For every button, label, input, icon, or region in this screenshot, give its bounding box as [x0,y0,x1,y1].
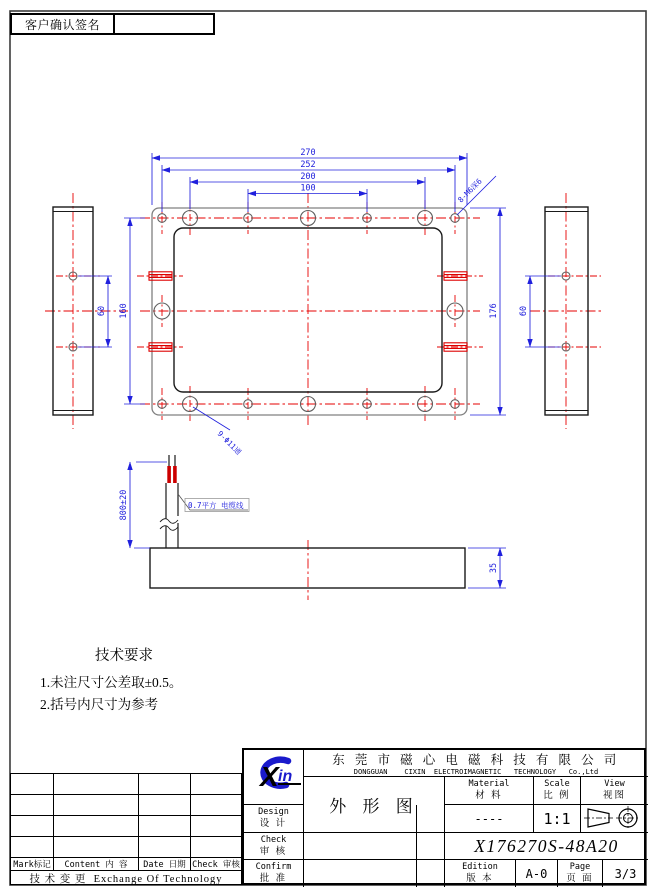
page-label-en: Page [569,862,591,872]
material-label-en: Material [468,779,510,789]
page-value-cell [603,860,648,887]
part-number-cell [445,833,648,860]
check-date-field[interactable] [417,833,445,860]
revision-table-footer: 技 术 变 更 Exchange Of Technology [29,873,223,885]
note-cable-spec: 0.7平方 电缆线 [188,501,244,510]
dim-cable-length: 800±20 [119,489,129,521]
material-label-cn: 材 料 [475,791,503,801]
check-label-cn: 审 核 [259,846,288,857]
note-through-holes: 9-Φ11通 [215,429,244,457]
edition-value: A-0 [525,866,548,881]
part-number: X176270S-48A20 [474,835,619,856]
dim-35: 35 [489,562,499,574]
tech-req-item-1: 1.未注尺寸公差取±0.5。 [40,675,183,690]
check-signature-field[interactable] [304,833,417,860]
note-tapped-holes: 8-M6深6 [456,176,484,205]
dim-200: 200 [300,172,316,182]
projection-symbol-cell [581,805,648,833]
title-block [242,748,646,885]
confirm-label-en: Confirm [255,862,292,872]
confirm-signature-field[interactable] [304,860,417,887]
design-label-en: Design [258,807,289,817]
dim-60-right: 60 [519,305,529,317]
dim-270: 270 [300,148,316,158]
design-label-cn: 设 计 [259,819,288,829]
design-label-cell [244,805,304,833]
page-value: 3/3 [614,866,637,881]
dim-100: 100 [300,183,316,194]
check-label-cell [244,833,304,860]
company-logo [244,750,304,805]
scale-label-cn: 比 例 [543,791,571,801]
company-name-cell [304,750,648,777]
page-label-cn: 页 面 [566,874,594,884]
dim-252: 252 [300,160,316,170]
edition-value-cell [516,860,558,887]
material-value-cell [445,805,534,833]
confirm-date-field[interactable] [417,860,445,887]
customer-signoff-field[interactable] [115,15,213,33]
tech-req-item-2: 2.括号内尺寸为参考 [40,697,159,712]
scale-label-en: Scale [544,779,570,789]
confirm-label-cell [244,860,304,887]
cixin-logo-graphic [244,750,302,803]
material-header [445,777,534,805]
company-name-en: DONGGUAN CIXIN ELECTROIMAGNETIC TECHNOLOGY Co.,Ltd [353,768,599,776]
revision-col-content: Content 内 容 [54,858,139,871]
tech-req-title: 技术要求 [95,648,153,664]
dim-176: 176 [489,303,499,319]
check-label-en: Check [260,834,287,845]
scale-value-cell [534,805,581,833]
company-name-cn: 东 莞 市 磁 心 电 磁 科 技 有 限 公 司 [332,753,620,767]
customer-signoff-table [10,13,215,35]
cable-red-stripe [173,466,177,483]
view-label-cn: 视图 [602,791,626,801]
drawing-title: 外 形 图 [329,797,419,816]
technical-requirements [40,644,300,716]
centerlines [45,193,603,600]
third-angle-projection-icon [581,805,646,831]
dim-60-left: 60 [97,305,107,317]
customer-signoff-label: 客户确认签名 [12,15,115,33]
material-value: ---- [474,811,504,826]
view-header [581,777,648,805]
revision-col-check: Check 审核 [192,860,240,870]
design-date-field[interactable] [417,805,445,833]
scale-value: 1:1 [543,809,571,828]
view-label-en: View [604,779,625,789]
page-label-cell [558,860,603,887]
design-signature-field[interactable] [304,805,417,833]
revision-col-date: Date 日期 [139,858,191,871]
bottom-view [150,548,465,588]
edition-label-cell [445,860,516,887]
revision-table [10,773,242,885]
revision-col-mark: Mark标记 [11,858,54,871]
edition-label-cn: 版 本 [466,874,494,884]
edition-label-en: Edition [462,862,498,872]
scale-header [534,777,581,805]
logo-letter-x: X [260,761,279,792]
logo-letters-in: in [278,768,293,785]
cable-red-stripe [167,466,171,483]
confirm-label-cn: 批 准 [259,874,288,884]
dim-160: 160 [119,303,129,319]
